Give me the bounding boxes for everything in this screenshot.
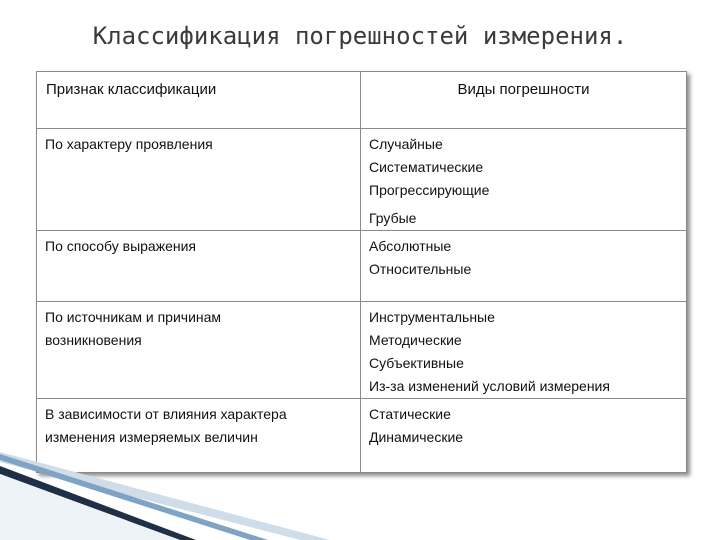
kind-item: Относительные <box>369 261 472 277</box>
kind-item: Прогрессирующие <box>369 182 490 198</box>
kind-item: Субъективные <box>369 355 464 371</box>
criterion-text: возникновения <box>45 332 142 348</box>
table-row <box>37 231 687 302</box>
criterion-text: По характеру проявления <box>45 136 213 152</box>
criterion-text: По источникам и причинам <box>45 309 222 325</box>
criterion-text: В зависимости от влияния характера <box>45 406 287 422</box>
column-header-criterion: Признак классификации <box>37 72 361 129</box>
criterion-cell <box>37 302 361 399</box>
table-row <box>37 302 687 399</box>
criterion-text: По способу выражения <box>45 238 197 254</box>
table-row <box>37 129 687 231</box>
page-title: Классификация погрешностей измерения. <box>92 22 628 50</box>
kind-item: Методические <box>369 332 462 348</box>
kind-item: Грубые <box>369 210 417 226</box>
criterion-cell <box>37 129 361 231</box>
column-header-kinds: Виды погрешности <box>361 72 687 129</box>
kind-item: Случайные <box>369 136 443 152</box>
kind-item: Абсолютные <box>369 238 452 254</box>
slide-decoration <box>0 452 720 540</box>
kinds-cell <box>361 129 687 231</box>
kinds-cell <box>361 231 687 302</box>
criterion-text: изменения измеряемых величин <box>45 429 258 445</box>
kind-item: Инструментальные <box>369 309 495 325</box>
classification-table <box>36 71 687 473</box>
table-header-row <box>37 72 687 129</box>
kind-item: Динамические <box>369 429 464 445</box>
kind-item: Из-за изменений условий измерения <box>369 378 610 394</box>
criterion-cell <box>37 231 361 302</box>
kind-item: Систематические <box>369 159 484 175</box>
kinds-cell <box>361 302 687 399</box>
kind-item: Статические <box>369 406 451 422</box>
